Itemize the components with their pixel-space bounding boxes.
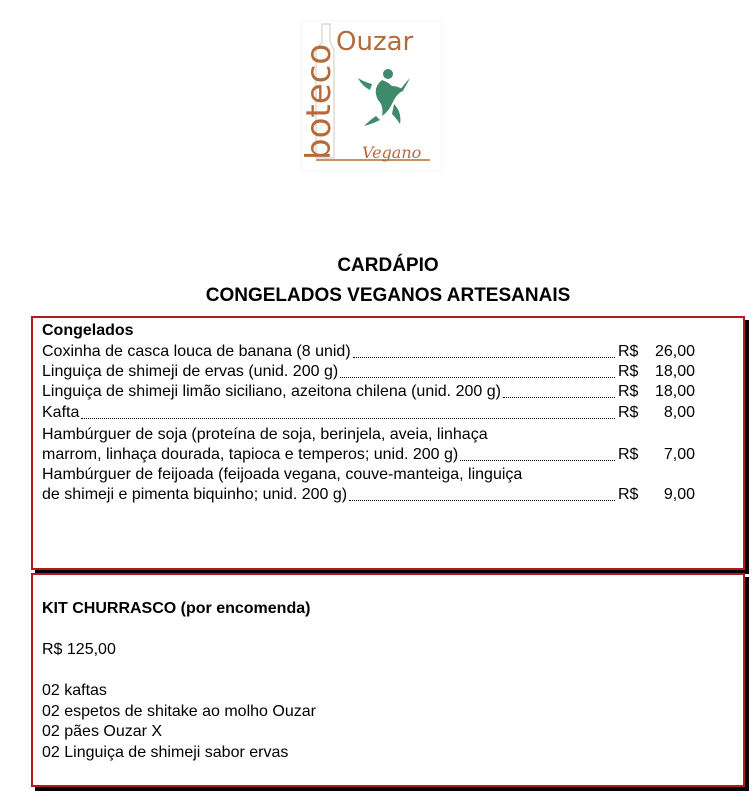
section-title: Congelados: [42, 322, 134, 339]
item-price: 26,00: [654, 343, 695, 360]
menu-item-line: Hambúrguer de feijoada (feijoada vegana, couve-manteiga, linguiça: [42, 466, 523, 483]
logo-word-ouzar: Ouzar: [336, 27, 414, 57]
item-currency: R$: [618, 404, 639, 421]
item-name: Linguiça de shimeji de ervas (unid. 200 g): [42, 363, 339, 380]
kit-content-item: 02 pães Ouzar X: [42, 723, 163, 740]
item-price: 18,00: [654, 383, 695, 400]
logo-word-boteco: boteco: [300, 43, 339, 160]
dot-leader: [503, 396, 615, 398]
item-name: marrom, linhaça dourada, tapioca e temperos; unid. 200 g): [42, 446, 459, 463]
item-price: 8,00: [663, 404, 695, 421]
logo-word-vegano: Vegano: [362, 143, 422, 162]
logo-graphic: [300, 20, 442, 172]
item-currency: R$: [618, 383, 639, 400]
menu-item-line: Hambúrguer de soja (proteína de soja, berinjela, aveia, linhaça: [42, 426, 488, 443]
item-price: 7,00: [663, 446, 695, 463]
item-currency: R$: [618, 486, 639, 503]
menu-subheading: CONGELADOS VEGANOS ARTESANAIS: [205, 285, 571, 306]
menu-item: [42, 382, 617, 402]
dot-leader: [460, 459, 615, 461]
item-currency: R$: [618, 446, 639, 463]
section-title: KIT CHURRASCO (por encomenda): [42, 600, 311, 617]
boteco-ouzar-logo: [300, 20, 442, 172]
menu-item: [42, 445, 617, 465]
menu-item: [42, 485, 617, 505]
dot-leader: [349, 499, 615, 501]
kit-price: R$ 125,00: [42, 641, 116, 658]
kit-churrasco-section: [31, 573, 745, 787]
item-price: 9,00: [663, 486, 695, 503]
item-name: Coxinha de casca louca de banana (8 unid): [42, 343, 351, 360]
menu-item: [42, 342, 617, 362]
menu-item: [42, 403, 617, 423]
kit-content-item: 02 kaftas: [42, 682, 107, 699]
dot-leader: [81, 417, 615, 419]
item-currency: R$: [618, 363, 639, 380]
item-name: Linguiça de shimeji limão siciliano, azeitona chilena (unid. 200 g): [42, 383, 501, 400]
item-name: de shimeji e pimenta biquinho; unid. 200 g): [42, 486, 348, 503]
item-price: 18,00: [654, 363, 695, 380]
item-name: Kafta: [42, 404, 80, 421]
dot-leader: [340, 376, 615, 378]
dot-leader: [353, 356, 615, 358]
kit-content-item: 02 Linguiça de shimeji sabor ervas: [42, 744, 289, 761]
menu-heading: CARDÁPIO: [337, 255, 439, 276]
item-currency: R$: [618, 343, 639, 360]
menu-item: [42, 362, 617, 382]
congelados-section: [31, 316, 745, 570]
kit-content-item: 02 espetos de shitake ao molho Ouzar: [42, 703, 316, 720]
